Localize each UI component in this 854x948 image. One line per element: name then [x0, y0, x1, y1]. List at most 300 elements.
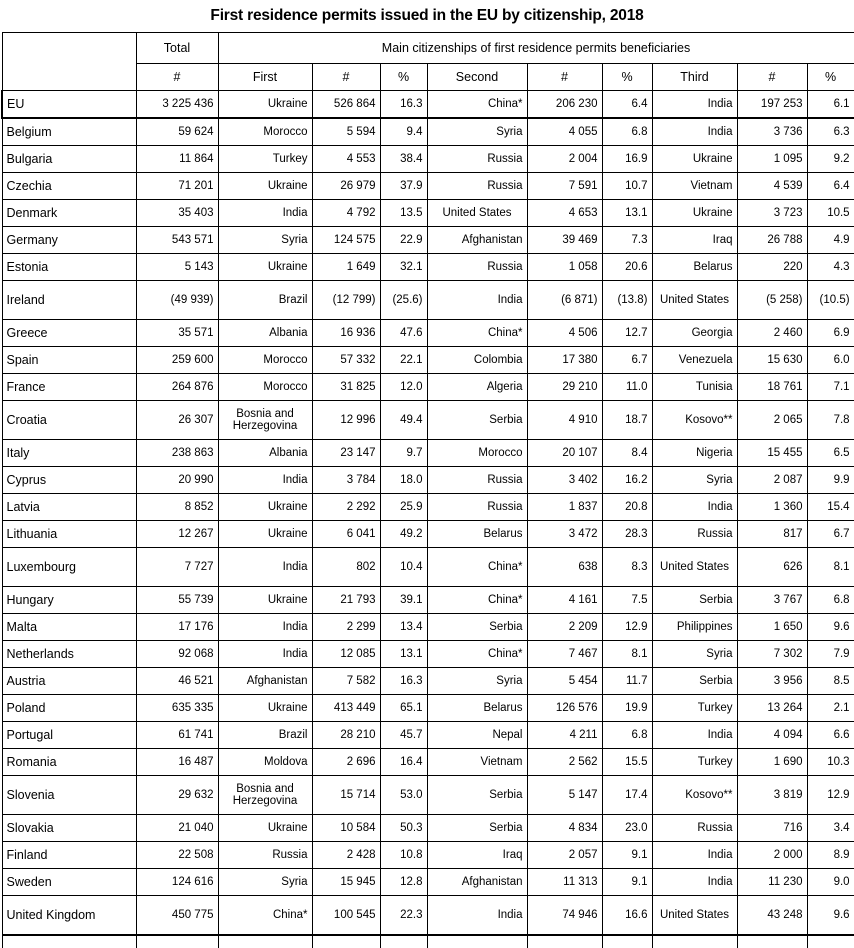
table-cell-partial [602, 935, 652, 948]
row-third-citizenship: India [652, 494, 737, 521]
row-third-citizenship: India [652, 842, 737, 869]
row-third-percent: 10.3 [807, 749, 854, 776]
table-cell-partial [737, 935, 807, 948]
row-third-count: 3 767 [737, 587, 807, 614]
row-country-label: EU [2, 91, 136, 119]
row-total-value: (49 939) [136, 281, 218, 320]
row-second-count: 20 107 [527, 440, 602, 467]
row-second-percent: 28.3 [602, 521, 652, 548]
row-second-citizenship: China* [427, 548, 527, 587]
row-second-citizenship: Vietnam [427, 749, 527, 776]
row-first-percent: 50.3 [380, 815, 427, 842]
row-country-label: Czechia [2, 173, 136, 200]
row-first-citizenship: Bosnia and Herzegovina [218, 401, 312, 440]
table-row [2, 401, 854, 440]
header-second-pct: % [602, 64, 652, 91]
row-third-count: 4 094 [737, 722, 807, 749]
row-second-percent: 7.5 [602, 587, 652, 614]
row-second-count: 1 058 [527, 254, 602, 281]
row-first-count: 28 210 [312, 722, 380, 749]
row-total-value: 71 201 [136, 173, 218, 200]
header-first-hash: # [312, 64, 380, 91]
row-second-percent: 20.6 [602, 254, 652, 281]
row-second-percent: 16.9 [602, 146, 652, 173]
row-total-value: 11 864 [136, 146, 218, 173]
row-first-citizenship: China* [218, 896, 312, 936]
row-first-citizenship: Albania [218, 320, 312, 347]
row-first-count: 526 864 [312, 91, 380, 119]
row-second-citizenship: India [427, 896, 527, 936]
row-country-label: Italy [2, 440, 136, 467]
row-third-count: 7 302 [737, 641, 807, 668]
row-country-label: Netherlands [2, 641, 136, 668]
row-third-citizenship: Philippines [652, 614, 737, 641]
row-first-citizenship: Russia [218, 842, 312, 869]
row-third-count: 220 [737, 254, 807, 281]
row-third-citizenship: India [652, 91, 737, 119]
row-first-percent: 13.5 [380, 200, 427, 227]
header-first-pct: % [380, 64, 427, 91]
row-third-percent: 6.5 [807, 440, 854, 467]
row-third-percent: (10.5) [807, 281, 854, 320]
row-first-citizenship: Ukraine [218, 521, 312, 548]
header-total: Total [136, 33, 218, 64]
row-first-citizenship: India [218, 614, 312, 641]
row-third-count: 3 956 [737, 668, 807, 695]
row-second-count: 5 454 [527, 668, 602, 695]
row-third-percent: 7.9 [807, 641, 854, 668]
header-total-hash: # [136, 64, 218, 91]
row-second-count: 4 506 [527, 320, 602, 347]
row-second-percent: 16.6 [602, 896, 652, 936]
table-cell-partial [312, 935, 380, 948]
table-cell-partial [527, 935, 602, 948]
row-second-percent: 19.9 [602, 695, 652, 722]
row-country-label: Luxembourg [2, 548, 136, 587]
table-row [2, 118, 854, 146]
table-row [2, 641, 854, 668]
row-second-percent: 6.8 [602, 118, 652, 146]
row-second-citizenship: Afghanistan [427, 227, 527, 254]
table-row [2, 146, 854, 173]
table-cell-partial [218, 935, 312, 948]
row-second-count: 17 380 [527, 347, 602, 374]
row-first-percent: 39.1 [380, 587, 427, 614]
row-third-percent: 7.1 [807, 374, 854, 401]
row-first-citizenship: India [218, 641, 312, 668]
row-second-percent: 8.4 [602, 440, 652, 467]
row-country-label: France [2, 374, 136, 401]
row-country-label: Romania [2, 749, 136, 776]
row-first-percent: 38.4 [380, 146, 427, 173]
row-third-citizenship: Tunisia [652, 374, 737, 401]
row-second-percent: 13.1 [602, 200, 652, 227]
row-first-percent: 22.9 [380, 227, 427, 254]
row-third-percent: 9.9 [807, 467, 854, 494]
row-first-count: 124 575 [312, 227, 380, 254]
row-first-citizenship: India [218, 467, 312, 494]
table-body [2, 91, 854, 948]
row-second-percent: 10.7 [602, 173, 652, 200]
row-first-percent: 37.9 [380, 173, 427, 200]
row-first-citizenship: Ukraine [218, 91, 312, 119]
row-third-count: 3 723 [737, 200, 807, 227]
row-total-value: 29 632 [136, 776, 218, 815]
table-row [2, 668, 854, 695]
row-total-value: 55 739 [136, 587, 218, 614]
table-row [2, 521, 854, 548]
header-second: Second [427, 64, 527, 91]
header-third-pct: % [807, 64, 854, 91]
row-first-citizenship: Brazil [218, 722, 312, 749]
row-country-label: Bulgaria [2, 146, 136, 173]
table-row [2, 869, 854, 896]
row-second-citizenship: Russia [427, 494, 527, 521]
row-second-citizenship: Nepal [427, 722, 527, 749]
row-third-citizenship: India [652, 722, 737, 749]
row-first-percent: 16.3 [380, 91, 427, 119]
row-first-count: 6 041 [312, 521, 380, 548]
row-country-label: Denmark [2, 200, 136, 227]
row-third-citizenship: Ukraine [652, 200, 737, 227]
row-second-citizenship: Syria [427, 668, 527, 695]
row-country-label: Estonia [2, 254, 136, 281]
row-first-citizenship: Morocco [218, 374, 312, 401]
row-second-citizenship: Belarus [427, 695, 527, 722]
row-first-citizenship: Brazil [218, 281, 312, 320]
row-total-value: 46 521 [136, 668, 218, 695]
row-third-percent: 8.5 [807, 668, 854, 695]
row-third-percent: 6.7 [807, 521, 854, 548]
row-first-percent: 13.1 [380, 641, 427, 668]
table-row-partial [2, 935, 854, 948]
table-row [2, 614, 854, 641]
table-cell-partial [652, 935, 737, 948]
row-third-citizenship: Serbia [652, 587, 737, 614]
row-first-percent: 22.3 [380, 896, 427, 936]
row-total-value: 21 040 [136, 815, 218, 842]
row-second-citizenship: Russia [427, 146, 527, 173]
row-third-citizenship: Russia [652, 521, 737, 548]
row-second-percent: 8.1 [602, 641, 652, 668]
row-third-count: 2 000 [737, 842, 807, 869]
row-first-percent: 53.0 [380, 776, 427, 815]
row-third-percent: 6.1 [807, 91, 854, 119]
row-first-percent: 10.8 [380, 842, 427, 869]
row-country-label: United Kingdom [2, 896, 136, 936]
row-second-citizenship: India [427, 281, 527, 320]
row-first-percent: 47.6 [380, 320, 427, 347]
row-third-count: 15 455 [737, 440, 807, 467]
row-second-count: 638 [527, 548, 602, 587]
row-second-citizenship: Afghanistan [427, 869, 527, 896]
row-country-label: Finland [2, 842, 136, 869]
row-total-value: 259 600 [136, 347, 218, 374]
header-third: Third [652, 64, 737, 91]
row-country-label: Greece [2, 320, 136, 347]
row-total-value: 8 852 [136, 494, 218, 521]
table-row [2, 440, 854, 467]
row-total-value: 35 403 [136, 200, 218, 227]
row-third-count: 11 230 [737, 869, 807, 896]
table-cell-partial [427, 935, 527, 948]
row-country-label: Spain [2, 347, 136, 374]
row-second-count: 4 653 [527, 200, 602, 227]
row-second-citizenship: Serbia [427, 401, 527, 440]
table-row [2, 695, 854, 722]
row-second-citizenship: China* [427, 320, 527, 347]
row-first-count: 2 428 [312, 842, 380, 869]
row-total-value: 543 571 [136, 227, 218, 254]
row-third-count: 1 650 [737, 614, 807, 641]
row-country-label: Ireland [2, 281, 136, 320]
row-third-percent: 9.2 [807, 146, 854, 173]
row-first-count: 100 545 [312, 896, 380, 936]
row-total-value: 264 876 [136, 374, 218, 401]
row-second-citizenship: Colombia [427, 347, 527, 374]
row-third-percent: 2.1 [807, 695, 854, 722]
row-second-percent: 20.8 [602, 494, 652, 521]
row-second-percent: (13.8) [602, 281, 652, 320]
row-second-count: 74 946 [527, 896, 602, 936]
row-second-count: 4 211 [527, 722, 602, 749]
row-first-count: 23 147 [312, 440, 380, 467]
table-row [2, 842, 854, 869]
row-third-count: 3 819 [737, 776, 807, 815]
row-first-count: 1 649 [312, 254, 380, 281]
row-second-count: 4 910 [527, 401, 602, 440]
row-country-label: Portugal [2, 722, 136, 749]
row-second-percent: 12.7 [602, 320, 652, 347]
row-first-percent: 9.4 [380, 118, 427, 146]
row-total-value: 7 727 [136, 548, 218, 587]
row-second-percent: 15.5 [602, 749, 652, 776]
row-third-percent: 6.4 [807, 173, 854, 200]
table-row [2, 896, 854, 936]
row-third-count: (5 258) [737, 281, 807, 320]
row-total-value: 26 307 [136, 401, 218, 440]
row-third-percent: 6.0 [807, 347, 854, 374]
row-second-citizenship: Russia [427, 254, 527, 281]
row-second-percent: 17.4 [602, 776, 652, 815]
row-third-percent: 4.9 [807, 227, 854, 254]
table-row [2, 347, 854, 374]
row-first-count: 7 582 [312, 668, 380, 695]
table-row [2, 200, 854, 227]
row-total-value: 22 508 [136, 842, 218, 869]
row-first-percent: 16.3 [380, 668, 427, 695]
row-first-citizenship: Ukraine [218, 173, 312, 200]
row-first-percent: (25.6) [380, 281, 427, 320]
row-first-citizenship: Albania [218, 440, 312, 467]
row-first-percent: 12.0 [380, 374, 427, 401]
row-total-value: 92 068 [136, 641, 218, 668]
table-row [2, 91, 854, 119]
row-third-count: 2 087 [737, 467, 807, 494]
row-second-citizenship: Iraq [427, 842, 527, 869]
row-first-count: 26 979 [312, 173, 380, 200]
row-country-label: Slovakia [2, 815, 136, 842]
row-third-citizenship: India [652, 118, 737, 146]
row-second-count: 2 209 [527, 614, 602, 641]
table-row [2, 749, 854, 776]
row-third-percent: 8.1 [807, 548, 854, 587]
row-third-count: 817 [737, 521, 807, 548]
row-third-citizenship: Turkey [652, 695, 737, 722]
row-second-count: 7 591 [527, 173, 602, 200]
row-third-citizenship: Nigeria [652, 440, 737, 467]
table-cell-partial [807, 935, 854, 948]
row-first-percent: 49.4 [380, 401, 427, 440]
row-second-percent: 18.7 [602, 401, 652, 440]
row-first-citizenship: Ukraine [218, 587, 312, 614]
row-second-count: 39 469 [527, 227, 602, 254]
row-second-percent: 8.3 [602, 548, 652, 587]
row-second-count: 4 834 [527, 815, 602, 842]
row-second-count: 1 837 [527, 494, 602, 521]
row-first-citizenship: Afghanistan [218, 668, 312, 695]
row-third-count: 626 [737, 548, 807, 587]
table-row [2, 320, 854, 347]
row-third-percent: 9.0 [807, 869, 854, 896]
row-third-percent: 6.8 [807, 587, 854, 614]
row-country-label: Croatia [2, 401, 136, 440]
table-row [2, 815, 854, 842]
row-first-count: 16 936 [312, 320, 380, 347]
row-first-count: 10 584 [312, 815, 380, 842]
row-first-percent: 12.8 [380, 869, 427, 896]
row-second-citizenship: Serbia [427, 776, 527, 815]
row-total-value: 635 335 [136, 695, 218, 722]
row-total-value: 16 487 [136, 749, 218, 776]
row-first-citizenship: Morocco [218, 118, 312, 146]
header-first: First [218, 64, 312, 91]
row-first-citizenship: Turkey [218, 146, 312, 173]
row-first-percent: 18.0 [380, 467, 427, 494]
row-second-percent: 6.7 [602, 347, 652, 374]
row-third-count: 3 736 [737, 118, 807, 146]
row-total-value: 35 571 [136, 320, 218, 347]
row-first-citizenship: Syria [218, 869, 312, 896]
row-first-percent: 65.1 [380, 695, 427, 722]
table-row [2, 548, 854, 587]
table-header [2, 33, 854, 91]
row-third-percent: 6.9 [807, 320, 854, 347]
row-first-count: 3 784 [312, 467, 380, 494]
row-second-count: 2 004 [527, 146, 602, 173]
row-country-label: Malta [2, 614, 136, 641]
row-third-count: 1 360 [737, 494, 807, 521]
row-first-percent: 13.4 [380, 614, 427, 641]
row-second-count: 29 210 [527, 374, 602, 401]
row-first-percent: 16.4 [380, 749, 427, 776]
row-second-citizenship: China* [427, 587, 527, 614]
row-total-value: 61 741 [136, 722, 218, 749]
table-cell-partial [380, 935, 427, 948]
row-first-count: 4 792 [312, 200, 380, 227]
row-first-citizenship: India [218, 548, 312, 587]
row-first-count: 5 594 [312, 118, 380, 146]
row-second-count: 11 313 [527, 869, 602, 896]
row-second-count: 206 230 [527, 91, 602, 119]
row-third-count: 2 460 [737, 320, 807, 347]
row-third-citizenship: Kosovo** [652, 776, 737, 815]
row-second-percent: 7.3 [602, 227, 652, 254]
row-first-citizenship: Morocco [218, 347, 312, 374]
row-second-percent: 9.1 [602, 842, 652, 869]
row-total-value: 12 267 [136, 521, 218, 548]
row-country-label: Poland [2, 695, 136, 722]
row-first-percent: 22.1 [380, 347, 427, 374]
row-first-count: 802 [312, 548, 380, 587]
row-second-percent: 12.9 [602, 614, 652, 641]
row-third-percent: 10.5 [807, 200, 854, 227]
row-second-count: 2 562 [527, 749, 602, 776]
row-third-percent: 8.9 [807, 842, 854, 869]
row-second-count: 3 472 [527, 521, 602, 548]
row-second-citizenship: Syria [427, 118, 527, 146]
header-main-citizenships: Main citizenships of first residence permits beneficiaries [218, 33, 854, 64]
row-second-count: 4 055 [527, 118, 602, 146]
row-total-value: 450 775 [136, 896, 218, 936]
row-third-citizenship: India [652, 869, 737, 896]
row-third-count: 2 065 [737, 401, 807, 440]
row-third-count: 197 253 [737, 91, 807, 119]
row-second-count: 3 402 [527, 467, 602, 494]
row-country-label: Germany [2, 227, 136, 254]
row-first-count: 12 996 [312, 401, 380, 440]
row-first-percent: 45.7 [380, 722, 427, 749]
row-third-percent: 3.4 [807, 815, 854, 842]
row-country-label: Lithuania [2, 521, 136, 548]
row-first-count: 15 714 [312, 776, 380, 815]
row-third-percent: 12.9 [807, 776, 854, 815]
row-second-percent: 6.4 [602, 91, 652, 119]
row-first-percent: 10.4 [380, 548, 427, 587]
row-third-count: 43 248 [737, 896, 807, 936]
row-second-citizenship: Belarus [427, 521, 527, 548]
row-third-count: 15 630 [737, 347, 807, 374]
row-second-citizenship: Serbia [427, 614, 527, 641]
residence-permits-table [1, 32, 854, 948]
row-first-citizenship: Syria [218, 227, 312, 254]
row-country-label: Belgium [2, 118, 136, 146]
row-third-percent: 4.3 [807, 254, 854, 281]
row-total-value: 59 624 [136, 118, 218, 146]
row-second-percent: 11.7 [602, 668, 652, 695]
row-first-count: 21 793 [312, 587, 380, 614]
row-first-percent: 32.1 [380, 254, 427, 281]
row-first-citizenship: Ukraine [218, 695, 312, 722]
row-first-citizenship: Ukraine [218, 494, 312, 521]
row-third-citizenship: United States [652, 896, 737, 936]
row-first-percent: 25.9 [380, 494, 427, 521]
row-third-percent: 9.6 [807, 614, 854, 641]
row-first-count: 12 085 [312, 641, 380, 668]
row-first-citizenship: Moldova [218, 749, 312, 776]
table-row [2, 254, 854, 281]
row-second-count: (6 871) [527, 281, 602, 320]
table-row [2, 494, 854, 521]
row-third-percent: 15.4 [807, 494, 854, 521]
header-corner-blank [2, 33, 136, 91]
row-third-percent: 6.6 [807, 722, 854, 749]
row-third-count: 26 788 [737, 227, 807, 254]
row-third-citizenship: Turkey [652, 749, 737, 776]
row-third-count: 716 [737, 815, 807, 842]
row-country-label: Hungary [2, 587, 136, 614]
row-total-value: 5 143 [136, 254, 218, 281]
